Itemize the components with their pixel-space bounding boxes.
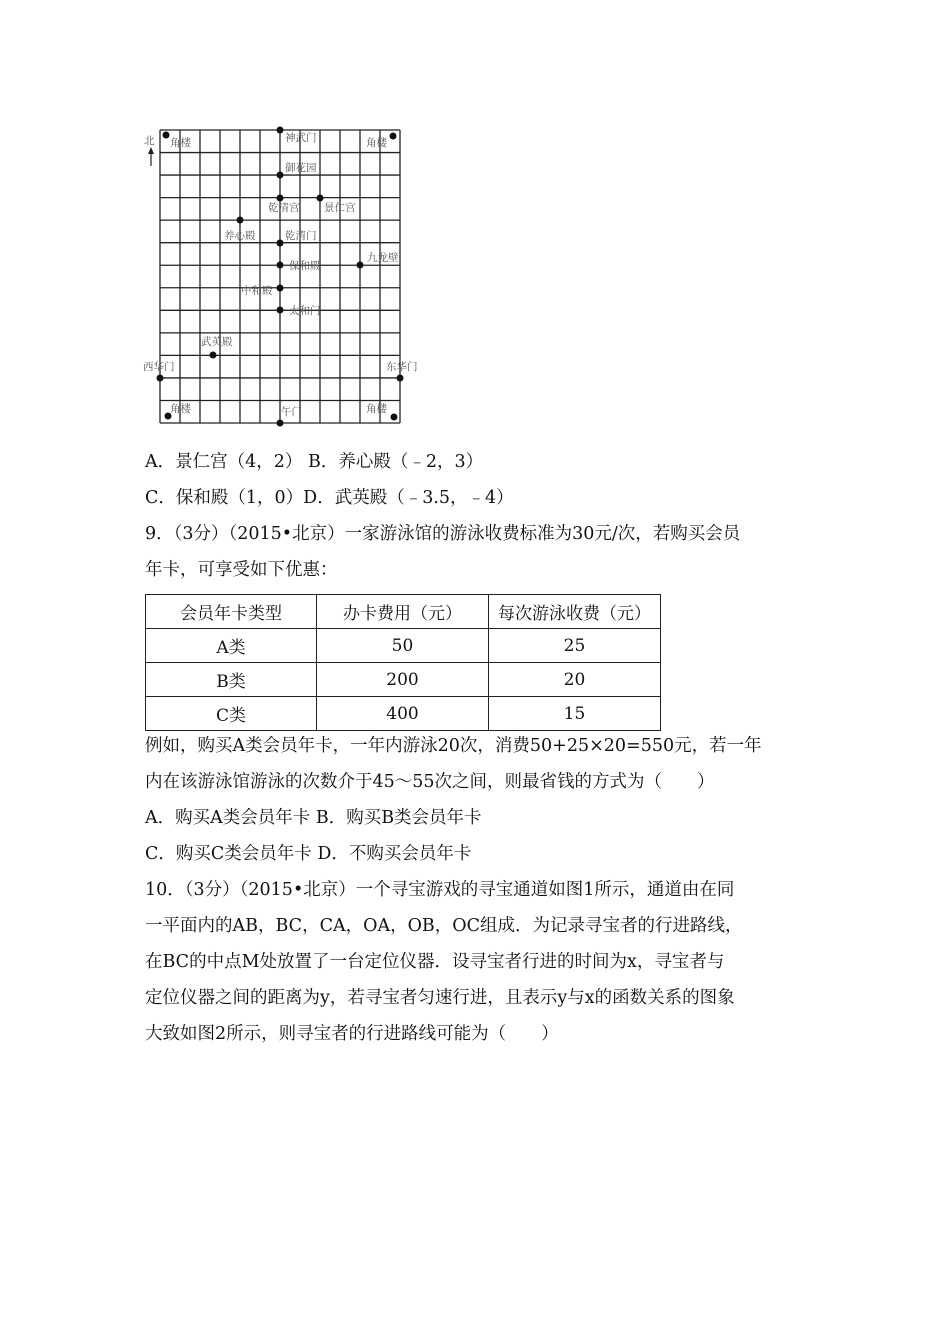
table-header: 会员年卡类型 [146, 595, 317, 629]
q9-example-line2: 内在该游泳馆游泳的次数介于45～55次之间，则最省钱的方式为（ ） [145, 772, 715, 792]
north-label: 北 [144, 135, 155, 147]
palace-grid-map [140, 120, 430, 430]
q8-options-ab: A．景仁宫（4，2） B．养心殿（﹣2，3） [145, 452, 484, 472]
table-header: 每次游泳收费（元） [489, 595, 661, 629]
q9-options-ab: A．购买A类会员年卡 B．购买B类会员年卡 [145, 808, 482, 828]
label-wumen: 午门 [281, 406, 302, 418]
q9-options-cd: C．购买C类会员年卡 D．不购买会员年卡 [145, 844, 472, 864]
label-corner-se: 角楼 [366, 403, 387, 415]
label-jingrengong: 景仁宫 [324, 202, 356, 214]
q9-example-line1: 例如，购买A类会员年卡，一年内游泳20次，消费50+25×20=550元，若一年 [145, 736, 762, 756]
label-shenwumen: 神武门 [285, 132, 317, 144]
q10-stem-line2: 一平面内的AB，BC，CA，OA，OB，OC组成．为记录寻宝者的行进路线， [145, 916, 743, 936]
table-cell: 50 [317, 629, 489, 663]
table-cell: C类 [146, 697, 317, 731]
label-wuyingdian: 武英殿 [201, 336, 233, 348]
q10-stem-line5: 大致如图2所示，则寻宝者的行进路线可能为（ ） [145, 1024, 559, 1044]
table-header-row [146, 595, 661, 629]
label-qianqingmen: 乾清门 [285, 230, 317, 242]
label-taihemen: 太和门 [289, 305, 321, 317]
label-jiulongbi: 九龙壁 [367, 252, 399, 264]
north-arrow [144, 135, 155, 166]
q9-stem-line2: 年卡，可享受如下优惠： [145, 560, 338, 580]
q10-stem-line4: 定位仪器之间的距离为y，若寻宝者匀速行进，且表示y与x的函数关系的图象 [145, 988, 735, 1008]
table-row [146, 697, 661, 731]
table-cell: 200 [317, 663, 489, 697]
table-cell: 25 [489, 629, 661, 663]
label-yangxindian: 养心殿 [224, 230, 256, 242]
label-baohedian: 保和殿 [289, 260, 321, 272]
label-yuhuayuan: 御花园 [285, 162, 317, 174]
label-corner-ne: 角楼 [366, 137, 387, 149]
label-qianqinggong: 乾清宫 [268, 202, 300, 214]
table-header: 办卡费用（元） [317, 595, 489, 629]
table-row [146, 629, 661, 663]
q9-stem-line1: 9．（3分）（2015•北京）一家游泳馆的游泳收费标准为30元/次，若购买会员 [145, 524, 741, 544]
label-donghuamen: 东华门 [386, 361, 418, 373]
table-cell: B类 [146, 663, 317, 697]
label-corner-sw: 角楼 [170, 403, 191, 415]
label-xihuamen: 西华门 [143, 361, 175, 373]
q8-options-cd: C．保和殿（1，0）D．武英殿（﹣3.5，﹣4） [145, 488, 514, 508]
table-cell: 20 [489, 663, 661, 697]
q10-stem-line1: 10．（3分）（2015•北京）一个寻宝游戏的寻宝通道如图1所示，通道由在同 [145, 880, 735, 900]
table-cell: A类 [146, 629, 317, 663]
q10-stem-line3: 在BC的中点M处放置了一台定位仪器．设寻宝者行进的时间为x，寻宝者与 [145, 952, 725, 972]
table-cell: 15 [489, 697, 661, 731]
table-row [146, 663, 661, 697]
label-zhonghedian: 中和殿 [241, 285, 273, 297]
table-cell: 400 [317, 697, 489, 731]
membership-fee-table [145, 594, 661, 731]
label-corner-nw: 角楼 [170, 137, 191, 149]
